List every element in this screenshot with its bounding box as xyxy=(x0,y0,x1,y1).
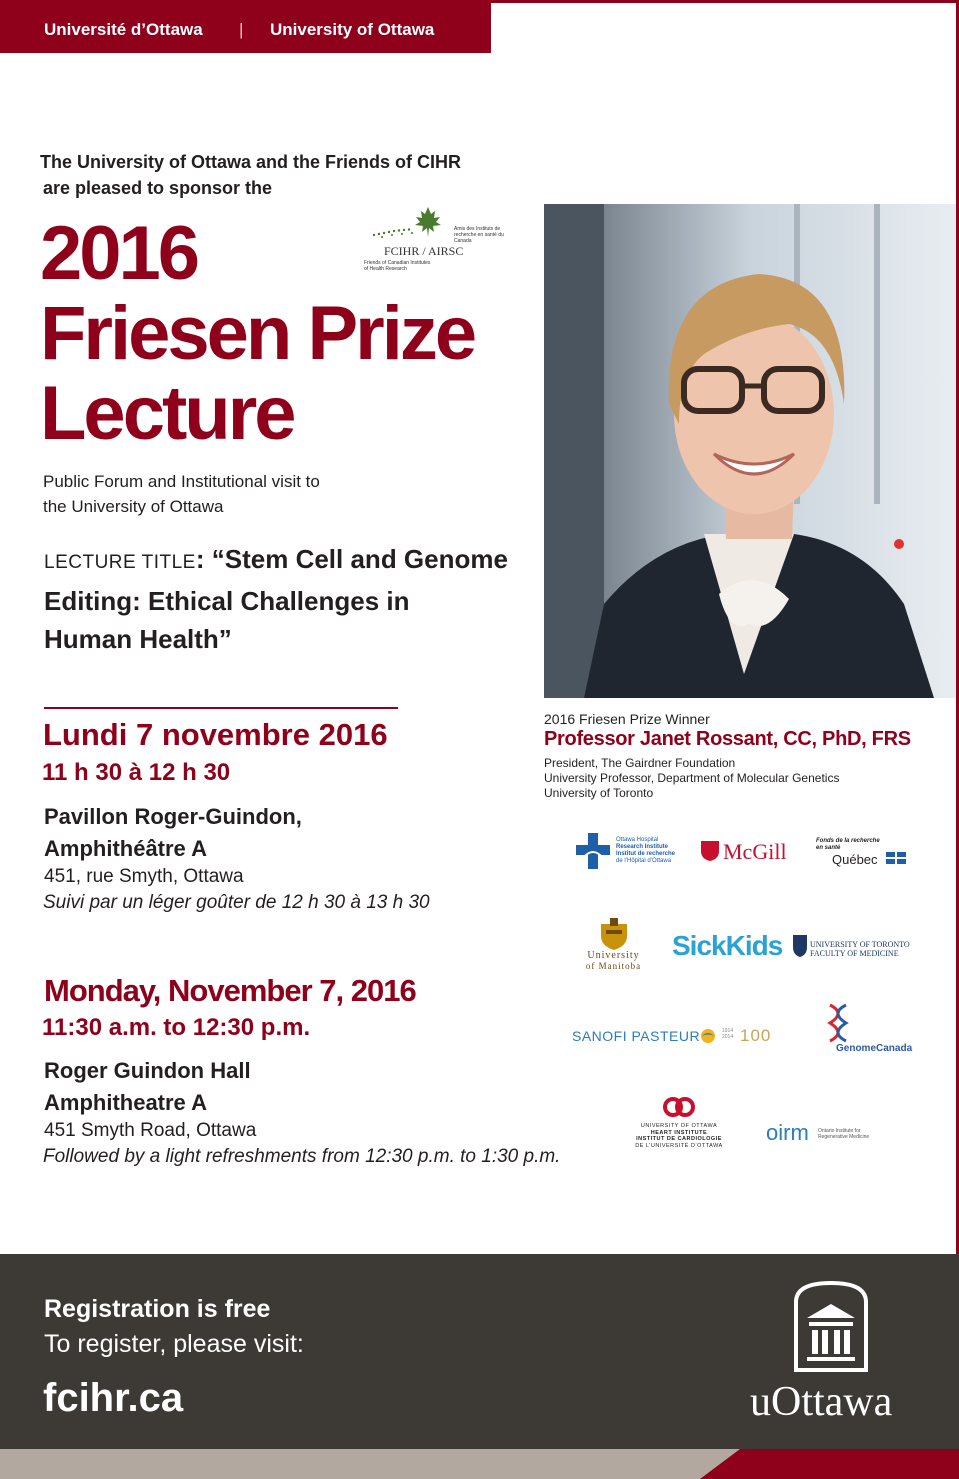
lecture-colon: : xyxy=(195,544,205,574)
english-venue-line-1: Roger Guindon Hall xyxy=(44,1058,251,1083)
university-of-toronto-logo xyxy=(793,935,918,965)
crest-icon xyxy=(793,935,807,957)
footer-stripe-red xyxy=(700,1449,959,1479)
manitoba-line-1: University xyxy=(587,950,640,961)
fcihr-logo xyxy=(362,205,512,275)
lecture-title xyxy=(44,540,534,658)
english-event-time: 11:30 a.m. to 12:30 p.m. xyxy=(42,1014,311,1041)
sanofi-bird-icon xyxy=(700,1028,716,1044)
heart-icon xyxy=(663,1094,695,1120)
intro-line-2: are pleased to sponsor the xyxy=(43,178,273,198)
sanofi-year-1: 1914 xyxy=(722,1028,734,1034)
frq-line-3: Québec xyxy=(832,852,878,867)
oirm-name: oirm xyxy=(766,1120,809,1145)
university-header-bar xyxy=(0,0,491,53)
english-event-note: Followed by a light refreshments from 12:30 p.m. to 1:30 p.m. xyxy=(43,1146,561,1167)
english-event-date: Monday, November 7, 2016 xyxy=(44,973,416,1008)
mcgill-name: McGill xyxy=(723,839,787,864)
english-event-address: 451 Smyth Road, Ottawa xyxy=(44,1120,257,1141)
section-divider xyxy=(44,707,398,709)
heart-institute-logo xyxy=(631,1094,727,1156)
frq-line-1: Fonds de la recherche xyxy=(816,838,880,844)
sanofi-year-2: 2014 xyxy=(722,1034,734,1040)
title-line-2: Friesen Prize xyxy=(40,291,475,376)
sickkids-logo: SickKids xyxy=(672,930,783,961)
footer-band xyxy=(0,1254,959,1449)
ohri-logo xyxy=(576,833,686,873)
winner-name: Professor Janet Rossant, CC, PhD, FRS xyxy=(544,728,911,750)
french-venue-line-1: Pavillon Roger-Guindon, xyxy=(44,804,302,829)
english-event-venue xyxy=(44,1055,251,1119)
forum-line-1: Public Forum and Institutional visit to xyxy=(43,472,320,491)
french-event-time: 11 h 30 à 12 h 30 xyxy=(42,759,231,786)
shield-icon xyxy=(701,841,719,861)
oirm-sub-1: Ontario Institute for xyxy=(818,1128,861,1134)
manitoba-line-2: of Manitoba xyxy=(585,961,642,971)
french-event-note: Suivi par un léger goûter de 12 h 30 à 13 h 30 xyxy=(43,892,430,913)
registration-free: Registration is free xyxy=(44,1295,271,1323)
winner-role-1: President, The Gairdner Foundation xyxy=(544,756,736,770)
intro-line-1: The University of Ottawa and the Friends of CIHR xyxy=(40,152,462,172)
lecture-line-1: “Stem Cell and Genome xyxy=(211,544,508,574)
frq-sante-logo xyxy=(816,838,911,868)
english-venue-line-2: Amphitheatre A xyxy=(44,1090,207,1115)
ohri-line-2: Research Institute xyxy=(616,844,669,850)
french-event-date: Lundi 7 novembre 2016 xyxy=(43,717,388,752)
winner-portrait-photo xyxy=(544,204,956,698)
dna-helix-icon xyxy=(826,1003,850,1043)
ohri-line-4: de l’Hôpital d’Ottawa xyxy=(616,858,672,864)
french-event-venue xyxy=(44,801,302,865)
registration-url-link[interactable]: fcihr.ca xyxy=(43,1376,184,1420)
forum-description xyxy=(43,469,320,519)
uottawa-building-icon xyxy=(793,1280,869,1372)
forum-line-2: the University of Ottawa xyxy=(43,497,224,516)
title-line-3: Lecture xyxy=(40,371,294,456)
sanofi-name: SANOFI PASTEUR xyxy=(572,1028,701,1044)
winner-label: 2016 Friesen Prize Winner xyxy=(544,711,710,727)
register-instruction: To register, please visit: xyxy=(44,1330,304,1358)
lecture-label: LECTURE TITLE xyxy=(44,552,196,573)
lecture-line-2: Editing: Ethical Challenges in xyxy=(44,586,410,616)
uottawa-wordmark: uOttawa xyxy=(750,1379,893,1425)
heart-line-3: INSTITUT DE CARDIOLOGIE xyxy=(636,1136,722,1142)
quebec-flag-icon xyxy=(886,852,906,864)
frq-line-2: en santé xyxy=(816,845,841,851)
sponsor-intro xyxy=(40,149,461,201)
genome-name: GenomeCanada xyxy=(836,1043,913,1054)
heart-line-2: HEART INSTITUTE xyxy=(650,1129,708,1136)
university-of-manitoba-logo xyxy=(576,918,651,980)
genome-canada-logo xyxy=(826,1003,916,1058)
oirm-sub-2: Regenerative Medicine xyxy=(818,1134,870,1140)
french-event-address: 451, rue Smyth, Ottawa xyxy=(44,866,244,887)
sanofi-pasteur-logo xyxy=(572,1028,797,1050)
ohri-line-3: Institut de recherche xyxy=(616,851,676,857)
title-line-1: 2016 xyxy=(40,211,198,296)
ohri-line-1: Ottawa Hospital xyxy=(616,837,659,843)
fcihr-text-en: Friends of Canadian Institutes of Health Research xyxy=(364,260,431,272)
heart-line-1: UNIVERSITY OF OTTAWA xyxy=(640,1123,718,1129)
winner-role-2: University Professor, Department of Molecular Genetics xyxy=(544,771,840,785)
uoft-line-2: FACULTY OF MEDICINE xyxy=(810,949,899,958)
header-english-name: University of Ottawa xyxy=(270,20,435,39)
medical-cross-icon xyxy=(576,833,610,869)
winner-affiliations xyxy=(544,756,839,801)
french-venue-line-2: Amphithéâtre A xyxy=(44,836,207,861)
uoft-line-1: UNIVERSITY OF TORONTO xyxy=(810,940,910,949)
crest-icon xyxy=(601,918,627,950)
header-separator: | xyxy=(239,20,244,39)
sanofi-100: 100 xyxy=(740,1026,772,1045)
oirm-logo xyxy=(766,1120,876,1150)
lecture-line-3: Human Health” xyxy=(44,624,232,654)
header-french-name: Université d’Ottawa xyxy=(44,20,203,39)
heart-line-4: DE L’UNIVERSITÉ D’OTTAWA xyxy=(635,1142,723,1149)
fcihr-text-fr: Amis des Instituts de recherche en santé du Canada xyxy=(454,226,504,244)
winner-role-3: University of Toronto xyxy=(544,786,654,800)
fcihr-acronym: FCIHR / AIRSC xyxy=(384,244,464,258)
